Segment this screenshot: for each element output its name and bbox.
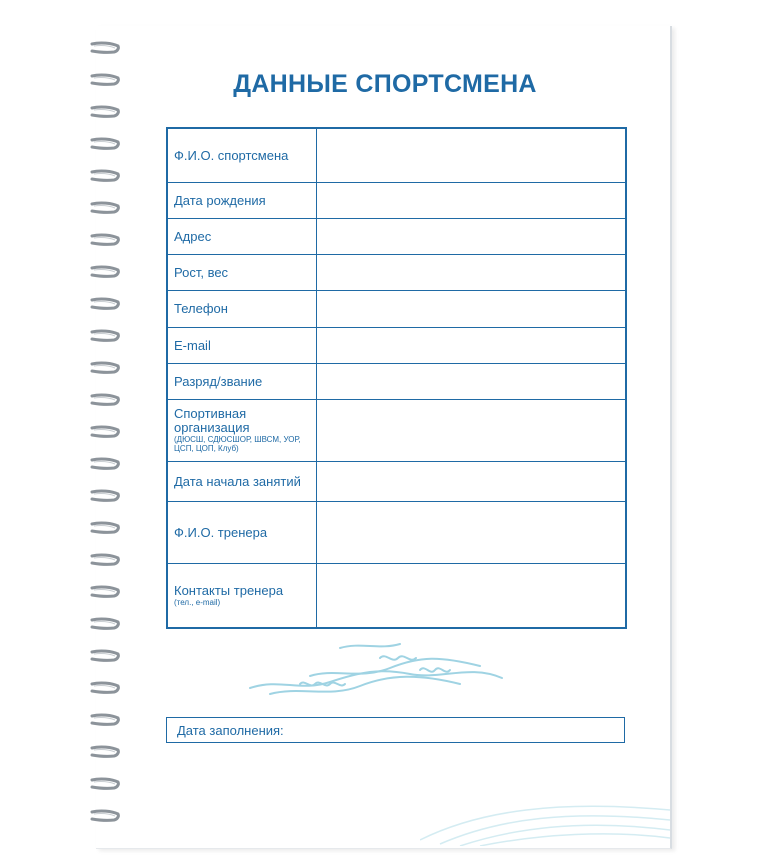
spiral-binding: [88, 40, 128, 840]
decorative-wave-pattern: [240, 628, 510, 708]
row-note: (тел., e-mail): [174, 598, 221, 608]
spiral-ring: [88, 808, 122, 824]
table-row: [167, 327, 626, 363]
spiral-ring: [88, 232, 122, 248]
spiral-ring: [88, 488, 122, 504]
spiral-ring: [88, 168, 122, 184]
spiral-ring: [88, 392, 122, 408]
row-value-field[interactable]: [317, 461, 627, 501]
table-row: [167, 254, 626, 290]
spiral-ring: [88, 584, 122, 600]
spiral-ring: [88, 40, 122, 56]
decorative-corner-wave: [420, 780, 670, 846]
spiral-ring: [88, 296, 122, 312]
spiral-ring: [88, 456, 122, 472]
row-label: Разряд/звание: [167, 363, 317, 399]
row-value-field[interactable]: [317, 501, 627, 563]
row-label: Ф.И.О. тренера: [167, 501, 317, 563]
spiral-ring: [88, 552, 122, 568]
table-row: [167, 461, 626, 501]
row-label: Спортивная организация (ДЮСШ, СДЮСШОР, ШВСМ, УОР, ЦСП, ЦОП, Клуб): [167, 399, 317, 461]
row-value-field[interactable]: [317, 218, 627, 254]
spiral-ring: [88, 264, 122, 280]
spiral-ring: [88, 200, 122, 216]
row-label: Рост, вес: [167, 254, 317, 290]
table-row: [167, 290, 626, 327]
spiral-ring: [88, 328, 122, 344]
spiral-ring: [88, 136, 122, 152]
row-value-field[interactable]: [317, 182, 627, 218]
row-value-field[interactable]: [317, 399, 627, 461]
spiral-ring: [88, 360, 122, 376]
table-row: [167, 399, 626, 461]
table-row: [167, 182, 626, 218]
spiral-ring: [88, 648, 122, 664]
table-row: [167, 501, 626, 563]
row-note: (ДЮСШ, СДЮСШОР, ШВСМ, УОР, ЦСП, ЦОП, Клуб): [174, 435, 301, 453]
row-value-field[interactable]: [317, 290, 627, 327]
spiral-ring: [88, 616, 122, 632]
row-label: E-mail: [167, 327, 317, 363]
spiral-ring: [88, 104, 122, 120]
row-value-field[interactable]: [317, 363, 627, 399]
row-label: Адрес: [167, 218, 317, 254]
spiral-ring: [88, 744, 122, 760]
row-label: Телефон: [167, 290, 317, 327]
spiral-ring: [88, 680, 122, 696]
date-filled-label: Дата заполнения:: [177, 723, 284, 738]
row-value-field[interactable]: [317, 128, 627, 182]
spiral-ring: [88, 72, 122, 88]
row-value-field[interactable]: [317, 254, 627, 290]
row-value-field[interactable]: [317, 327, 627, 363]
row-value-field[interactable]: [317, 563, 627, 628]
table-row: [167, 363, 626, 399]
row-label: Дата начала занятий: [167, 461, 317, 501]
page-title: ДАННЫЕ СПОРТСМЕНА: [233, 70, 537, 98]
row-label: Ф.И.О. спортсмена: [167, 128, 317, 182]
spiral-ring: [88, 776, 122, 792]
date-filled-field[interactable]: [166, 717, 625, 743]
table-row: [167, 563, 626, 628]
row-label: Дата рождения: [167, 182, 317, 218]
row-label: Контакты тренера (тел., e-mail): [167, 563, 317, 628]
table-row: [167, 218, 626, 254]
spiral-ring: [88, 520, 122, 536]
spiral-ring: [88, 424, 122, 440]
athlete-data-table: [166, 127, 627, 629]
spiral-ring: [88, 712, 122, 728]
table-row: [167, 128, 626, 182]
